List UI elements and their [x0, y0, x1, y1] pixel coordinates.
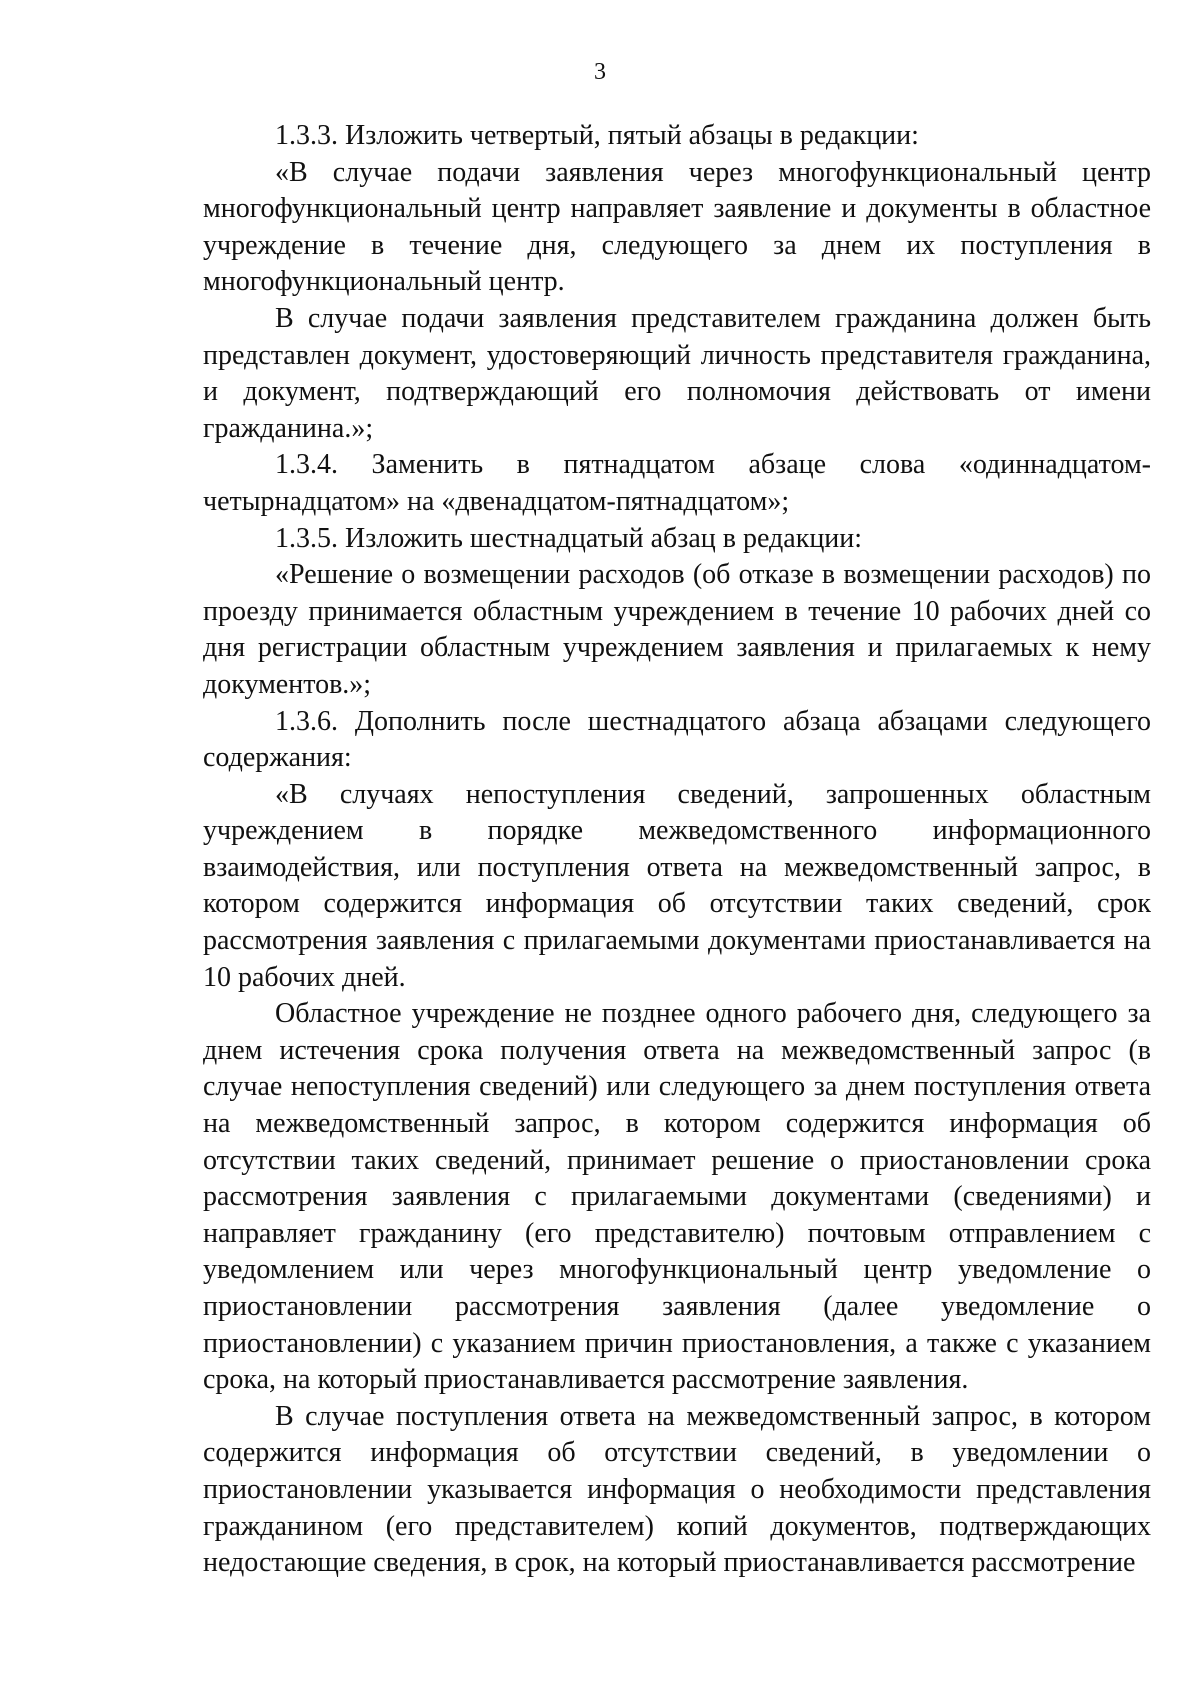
paragraph-absence-info: В случае поступления ответа на межведомственный запрос, в котором содержится информация об отсутствии сведений, в уведомлении о приостановлении указывается информация о необходимости представления гражданином (его представителем) копий документов, подтверждающих недостающие сведения, в срок, на который приостанавливается рассмотрение — [203, 1400, 1151, 1579]
page-number: 3 — [594, 59, 606, 85]
paragraph-1-3-5: 1.3.5. Изложить шестнадцатый абзац в редакции: — [275, 522, 863, 554]
paragraph-quote-mfc: «В случае подачи заявления через многофункциональный центр многофункциональный центр направляет заявление и документы в областное учреждение в течение дня, следующего за днем их поступления в многофункциональный центр. — [203, 156, 1151, 298]
paragraph-nonreceipt: «В случаях непоступления сведений, запрошенных областным учреждением в порядке межведомственного информационного взаимодействия, или поступления ответа на межведомственный запрос, в котором содержится информация об отсутствии таких сведений, срок рассмотрения заявления с прилагаемыми документами приостанавливается на 10 рабочих дней. — [203, 778, 1151, 993]
paragraph-1-3-3: 1.3.3. Изложить четвертый, пятый абзацы в редакции: — [275, 120, 919, 151]
document-body — [203, 118, 1151, 1582]
paragraph-decision: «Решение о возмещении расходов (об отказе в возмещении расходов) по проезду принимается областным учреждением в течение 10 рабочих дней со дня регистрации областным учреждением заявления и прилагаемых к нему документов.»; — [203, 559, 1151, 700]
paragraph-representative: В случае подачи заявления представителем гражданина должен быть представлен документ, удостоверяющий личность представителя гражданина, и документ, подтверждающий его полномочия действовать от имени гражданина.»; — [203, 302, 1151, 444]
paragraph-1-3-6: 1.3.6. Дополнить после шестнадцатого абзаца абзацами следующего содержания: — [203, 705, 1151, 774]
paragraph-suspension-decision: Областное учреждение не позднее одного рабочего дня, следующего за днем истечения срока получения ответа на межведомственный запрос (в случае непоступления сведений) или следующего за днем поступления ответа на межведомственный запрос, в котором содержится информация об отсутствии таких сведений, принимает решение о приостановлении срока рассмотрения заявления с прилагаемыми документами (сведениями) и направляет гражданину (его представителю) почтовым отправлением с уведомлением или через многофункциональный центр уведомление о приостановлении рассмотрения заявления (далее уведомление о приостановлении) с указанием причин приостановления, а также с указанием срока, на который приостанавливается рассмотрение заявления. — [203, 998, 1151, 1396]
paragraph-1-3-4: 1.3.4. Заменить в пятнадцатом абзаце слова «одиннадцатом-четырнадцатом» на «двенадцатом-пятнадцатом»; — [203, 449, 1151, 517]
